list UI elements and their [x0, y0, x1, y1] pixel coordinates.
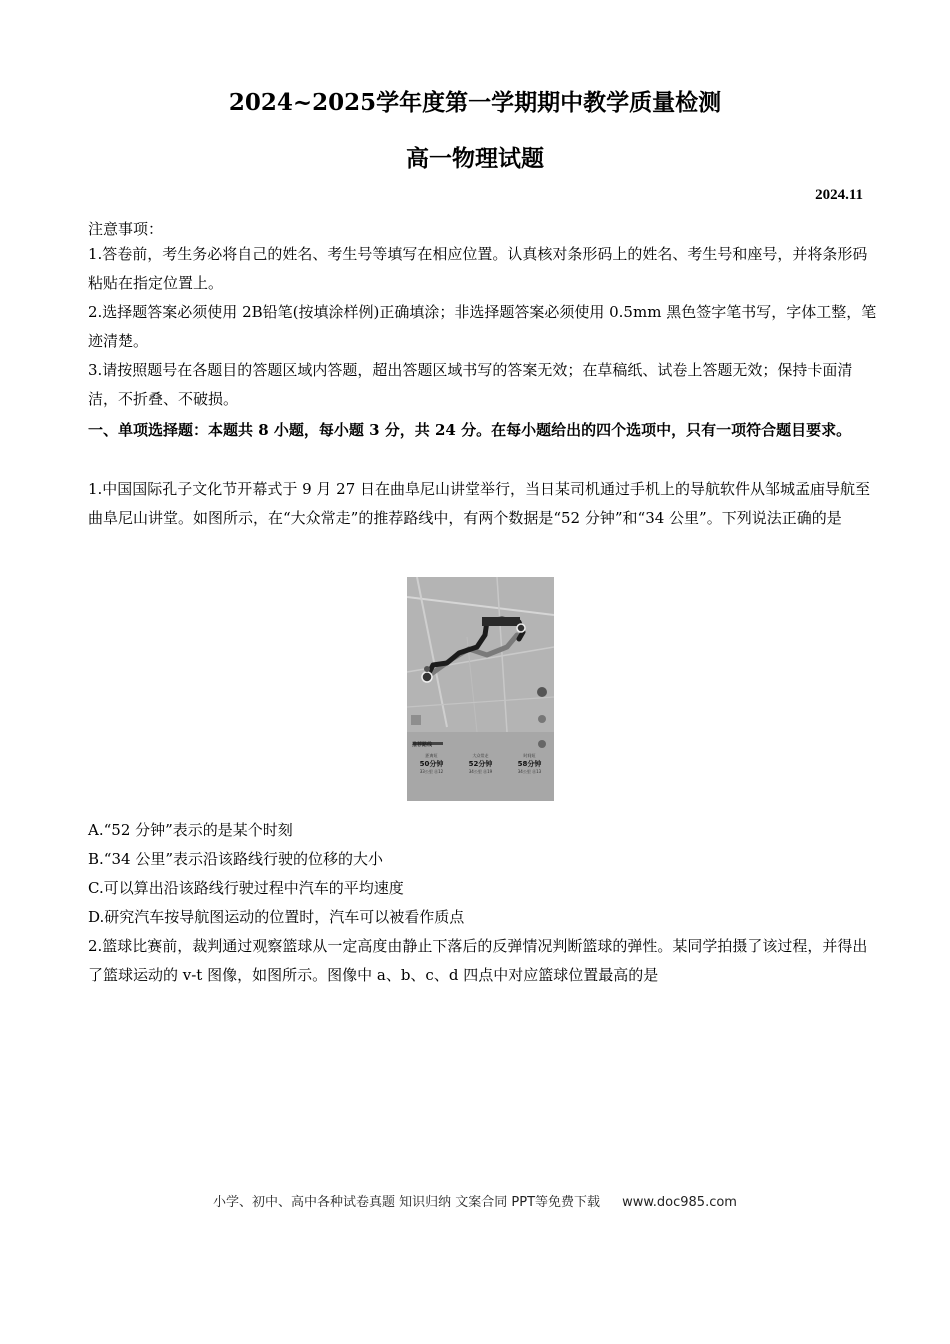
route-option-time: 52分钟 [468, 760, 493, 768]
route-option-name: 大众常走 [472, 753, 489, 758]
notice-item-1: 1.答卷前，考生务必将自己的姓名、考生号等填写在相应位置。认真核对条形码上的姓名、考生号和座号，并将条形码粘贴在指定位置上。 [88, 245, 868, 292]
question-1-stem: 1.中国国际孔子文化节开幕式于 9 月 27 日在曲阜尼山讲堂举行，当日某司机通过手机上的导航软件从邹城孟庙导航至曲阜尼山讲堂。如图所示，在“大众常走”的推荐路线中，有两个数据是“52 分钟”和“34 公里”。下列说法正确的是 [88, 480, 871, 527]
question-2-stem: 2.篮球比赛前，裁判通过观察篮球从一定高度由静止下落后的反弹情况判断篮球的弹性。某同学拍摄了该过程，并得出了篮球运动的 v-t 图像，如图所示。图像中 a、b、c、d 四点中对应篮球位置最高的是 [88, 937, 868, 984]
route-option-common [459, 753, 503, 775]
navigation-map-figure [407, 577, 554, 801]
route-panel-label: 推荐路线 [412, 742, 433, 748]
question-1-option-b: B.“34 公里”表示沿该路线行驶的位移的大小 [88, 850, 383, 868]
notice-heading: 注意事项： [88, 220, 164, 238]
footer-url[interactable]: www.doc985.com [622, 1195, 737, 1210]
question-1-option-a: A.“52 分钟”表示的是某个时刻 [88, 821, 293, 839]
route-option-name: 距离短 [425, 753, 438, 758]
route-option-time: 50分钟 [419, 760, 444, 768]
exam-date: 2024.11 [815, 187, 863, 203]
route-option-shortest [410, 753, 454, 775]
route-option-detail: 33公里 ⓖ12 [419, 769, 444, 774]
notice-item-2: 2.选择题答案必须使用 2B铅笔(按填涂样例)正确填涂；非选择题答案必须使用 0.5mm 黑色签字笔书写，字体工整，笔迹清楚。 [88, 303, 877, 350]
exam-subtitle: 高一物理试题 [406, 145, 544, 172]
route-option-fastest [508, 753, 552, 775]
section-heading: 一、单项选择题：本题共 8 小题，每小题 3 分，共 24 分。在每小题给出的四个选项中，只有一项符合题目要求。 [88, 421, 852, 439]
question-1-option-c: C.可以算出沿该路线行驶过程中汽车的平均速度 [88, 879, 404, 897]
route-option-detail: 34公里 ⓖ13 [517, 769, 542, 774]
notice-item-3: 3.请按照题号在各题目的答题区域内答题，超出答题区域书写的答案无效；在草稿纸、试卷上答题无效；保持卡面清洁，不折叠、不破损。 [88, 361, 853, 408]
route-option-name: 时间短 [523, 753, 536, 758]
route-options [407, 753, 554, 775]
route-option-detail: 34公里 ⓖ19 [468, 769, 493, 774]
route-option-time: 58分钟 [517, 760, 542, 768]
question-1-option-d: D.研究汽车按导航图运动的位置时，汽车可以被看作质点 [88, 908, 465, 926]
exam-title: 2024~2025学年度第一学期期中教学质量检测 [228, 89, 722, 116]
footer-text: 小学、初中、高中各种试卷真题 知识归纳 文案合同 PPT等免费下载 [213, 1195, 601, 1210]
page-footer [0, 1191, 950, 1210]
